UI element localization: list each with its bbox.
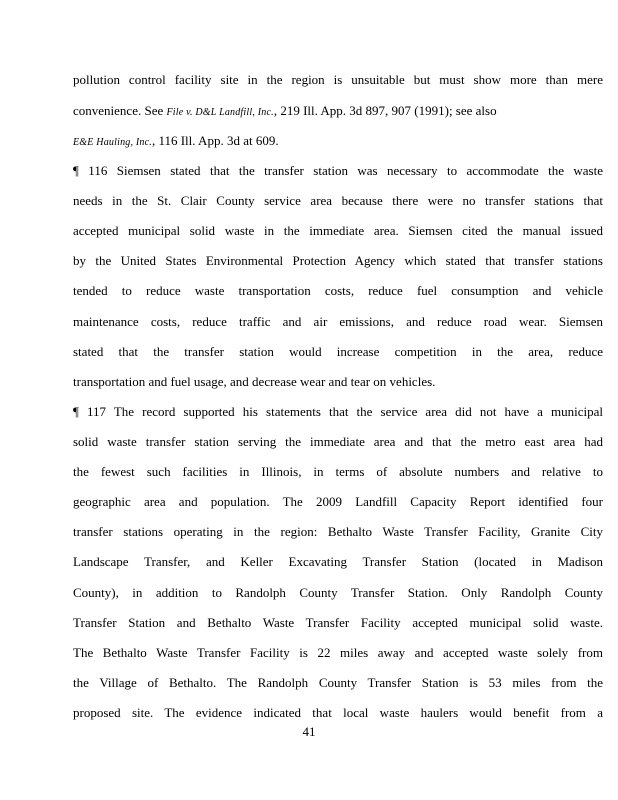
page-number: 41 (302, 724, 316, 739)
text-line: County), in addition to Randolph County Transfer Station. Only Randolph County (73, 585, 603, 600)
text-line: maintenance costs, reduce traffic and air emissions, and reduce road wear. Siemsen (73, 314, 603, 329)
text-line: by the United States Environmental Protection Agency which stated that transfer stations (73, 253, 603, 268)
text-line: solid waste transfer station serving the immediate area and that the metro east area had (73, 434, 603, 449)
case-citation: File v. D&L Landfill, Inc. (166, 107, 274, 118)
text-line: Landscape Transfer, and Keller Excavating Transfer Station (located in Madison (73, 554, 603, 569)
text-line: needs in the St. Clair County service area because there were no transfer stations that (73, 193, 603, 208)
text-line: proposed site. The evidence indicated that local waste haulers would benefit from a (73, 705, 603, 720)
text-line: pollution control facility site in the region is unsuitable but must show more than mere (73, 72, 603, 87)
paragraph-117-start: ¶ 117 The record supported his statements that the service area did not have a municipal (73, 404, 603, 419)
text-line: transfer stations operating in the region: Bethalto Waste Transfer Facility, Granite City (73, 524, 603, 539)
case-citation: E&E Hauling, Inc. (73, 137, 152, 148)
text-line: Transfer Station and Bethalto Waste Transfer Facility accepted municipal solid waste. (73, 615, 603, 630)
text-line: The Bethalto Waste Transfer Facility is 22 miles away and accepted waste solely from (73, 645, 603, 660)
text-line: convenience. See File v. D&L Landfill, Inc., 219 Ill. App. 3d 897, 907 (1991); see also (73, 103, 497, 118)
text-line: E&E Hauling, Inc., 116 Ill. App. 3d at 609. (73, 133, 279, 148)
text-line: stated that the transfer station would increase competition in the area, reduce (73, 344, 603, 359)
text-line: the fewest such facilities in Illinois, in terms of absolute numbers and relative to (73, 464, 603, 479)
paragraph-116-start: ¶ 116 Siemsen stated that the transfer station was necessary to accommodate the waste (73, 163, 603, 178)
text-line: tended to reduce waste transportation costs, reduce fuel consumption and vehicle (73, 283, 603, 298)
text-line: geographic area and population. The 2009 Landfill Capacity Report identified four (73, 494, 603, 509)
text-line: accepted municipal solid waste in the immediate area. Siemsen cited the manual issued (73, 223, 603, 238)
text-line: transportation and fuel usage, and decrease wear and tear on vehicles. (73, 374, 436, 389)
text-line: the Village of Bethalto. The Randolph County Transfer Station is 53 miles from the (73, 675, 603, 690)
